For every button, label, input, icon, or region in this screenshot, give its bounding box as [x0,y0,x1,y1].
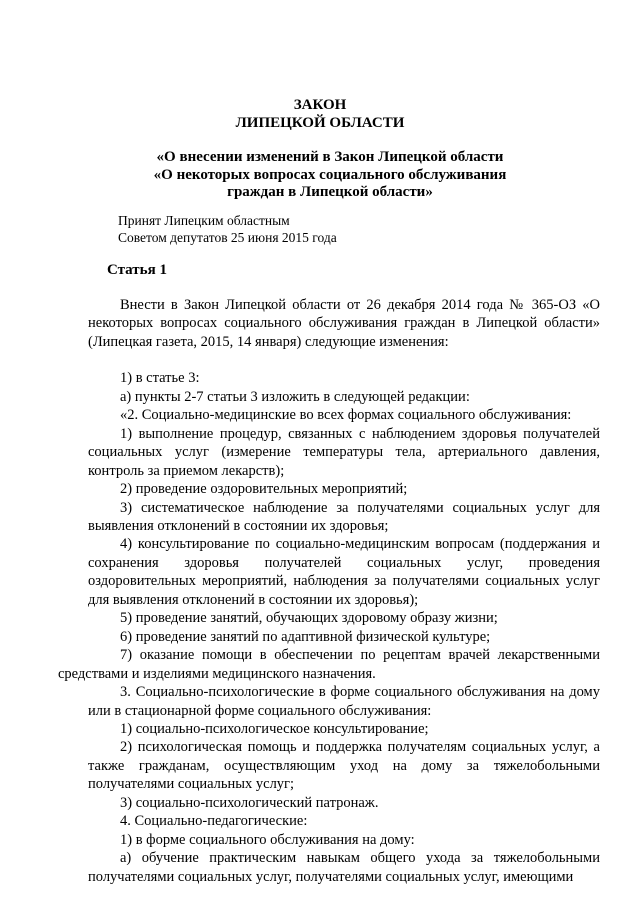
adoption-line-1: Принят Липецким областным [118,213,290,228]
paragraph: 7) оказание помощи в обеспечении по рецептам врачей лекарственными средствами и изделиями медицинского назначения. [58,647,600,682]
paragraph: 4. Социально-педагогические: [120,813,308,830]
article-heading: Статья 1 [107,262,167,278]
adoption-note [118,212,337,246]
paragraph: «2. Социально-медицинские во всех формах социального обслуживания: [120,407,572,424]
paragraph: 1) социально-психологическое консультирование; [120,720,429,737]
adoption-line-2: Советом депутатов 25 июня 2015 года [118,230,337,245]
paragraph: 6) проведение занятий по адаптивной физической культуре; [120,628,491,645]
paragraph: 3. Социально-психологические в форме социального обслуживания на дому или в стационарной форме социального обслуживания: [88,684,600,719]
paragraph: 1) выполнение процедур, связанных с наблюдением здоровья получателей социальных услуг (измерение температуры тела, артериального давления, контроль за приемом лекарств); [88,425,600,479]
law-region: ЛИПЕЦКОЙ ОБЛАСТИ [235,115,405,131]
paragraph: 3) социально-психологический патронаж. [120,794,379,811]
law-subtitle: «О внесении изменений в Закон Липецкой области «О некоторых вопросах социального обслуживания граждан в Липецкой области» [153,149,507,200]
paragraph: 1) в форме социального обслуживания на дому: [120,831,415,848]
paragraph: 3) систематическое наблюдение за получателями социальных услуг для выявления отклонений в состоянии их здоровья; [88,499,600,534]
paragraph: 2) проведение оздоровительных мероприятий; [120,481,408,498]
paragraph: 1) в статье 3: [120,370,200,387]
paragraph: а) пункты 2-7 статьи 3 изложить в следующей редакции: [120,388,470,405]
paragraph: 5) проведение занятий, обучающих здоровому образу жизни; [120,610,498,627]
paragraph: 2) психологическая помощь и поддержка получателям социальных услуг, а также гражданам, осуществляющим уход на дому за тяжелобольными получателями социальных услуг; [88,739,600,793]
paragraph: 4) консультирование по социально-медицинским вопросам (поддержания и сохранения здоровья получателей социальных услуг, проведения оздоровительных мероприятий, наблюдения за получателями социальных услуг для выявления отклонений в состоянии их здоровья); [88,536,600,608]
article-body [58,296,600,886]
paragraph: а) обучение практическим навыкам общего ухода за тяжелобольными получателями социальных услуг, получателями социальных услуг, имеющими [88,850,600,885]
law-title: ЗАКОН [293,97,347,113]
paragraph-intro: Внести в Закон Липецкой области от 26 декабря 2014 года № 365-ОЗ «О некоторых вопросах социального обслуживания граждан в Липецкой области» (Липецкая газета, 2015, 14 января) следующие изменения: [88,297,600,350]
